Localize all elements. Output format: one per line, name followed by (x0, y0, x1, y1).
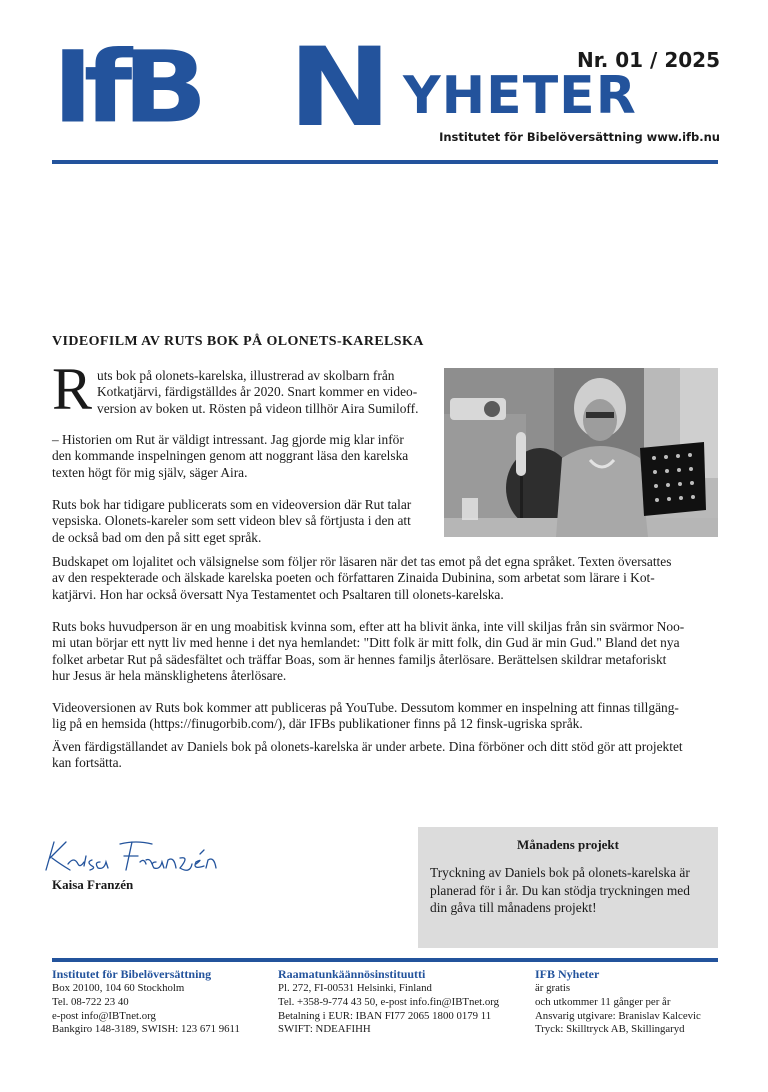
intro-line: uts bok på olonets-karelska, illustrerad av skolbarn från (97, 368, 395, 383)
story-line: folket arbetar Rut på sädesfältet och träffar Boas, som är hennes familjs återlösare. Berättelsen skildrar metaforiskt (52, 651, 667, 667)
footer-line: Bankgiro 148-3189, SWISH: 123 671 9611 (52, 1023, 240, 1036)
message-line: katjärvi. Hon har också översatt Nya Testamentet och Psaltaren till olonets-karelska. (52, 586, 504, 602)
recording-studio-image (444, 368, 718, 537)
quote-line: – Historien om Rut är väldigt intressant. Jag gjorde mig klar inför (52, 432, 404, 447)
youtube-paragraph (52, 700, 718, 733)
intro-paragraph (97, 368, 434, 417)
footer-line: SWIFT: NDEAFIHH (278, 1023, 371, 1036)
video-line: vepsiska. Olonets-kareler som sett videon blev så förtjusta i den att (52, 513, 411, 529)
footer-rule (52, 958, 718, 962)
footer-line: e-post info@IBTnet.org (52, 1009, 156, 1022)
video-line: de också bad om den på sitt eget språk. (52, 529, 262, 545)
footer-line: Tel. 08-722 23 40 (52, 995, 129, 1008)
message-paragraph (52, 554, 718, 603)
footer-line: Tryck: Skilltryck AB, Skillingaryd (535, 1023, 685, 1036)
masthead-rule (52, 160, 718, 164)
footer-col-newsletter (535, 967, 735, 1037)
youtube-line: lig på en hemsida (https://finugorbib.com/), där IFBs publikationer finns på 12 finsk-ugriska språk. (52, 716, 583, 732)
video-paragraph (52, 497, 434, 546)
nyheter-logo-text: YHETER (403, 66, 637, 126)
project-line: planerad för i år. Du kan stödja tryckningen med (430, 882, 690, 898)
footer-line: Box 20100, 104 60 Stockholm (52, 982, 185, 994)
quote-line: den kommande inspelningen genom att noggrant läsa den karelska (52, 448, 409, 464)
narrator-photo (444, 368, 718, 537)
monthly-project-box (418, 827, 718, 948)
youtube-line: Videoversionen av Ruts bok kommer att publiceras på YouTube. Dessutom kommer en inspelning att finnas tillgäng- (52, 700, 679, 715)
footer-line: Betalning i EUR: IBAN FI77 2065 1800 0179 11 (278, 1009, 492, 1022)
story-line: hur Jesus är hela mänsklighetens återlösare. (52, 668, 287, 684)
signature-name: Kaisa Franzén (52, 877, 134, 892)
footer-heading: Raamatunkäännösinstituutti (278, 967, 426, 981)
message-line: av den respekterade och älskade karelska poeten och författaren Zinaida Dubinina, som arbetat som lärare i Kot- (52, 570, 655, 586)
quote-line: texten högt för mig själv, säger Aira. (52, 464, 248, 480)
footer-heading: IFB Nyheter (535, 967, 600, 981)
nyheter-logo-n: N (288, 24, 392, 152)
story-line: Ruts boks huvudperson är en ung moabitisk kvinna som, efter att ha blivit änka, inte vill skiljas från sin svärmor Noo- (52, 619, 685, 634)
footer-line: är gratis (535, 982, 571, 994)
ifb-logo: IfB (52, 30, 198, 146)
monthly-project-text (430, 864, 714, 917)
footer-heading: Institutet för Bibelöversättning (52, 967, 212, 981)
intro-line: Kotkatjärvi, färdigställdes år 2020. Snart kommer en video- (97, 384, 418, 400)
masthead-tagline: Institutet för Bibelöversättning www.ifb.nu (439, 130, 720, 144)
footer-line: Ansvarig utgivare: Branislav Kalcevic (535, 1009, 701, 1022)
story-paragraph (52, 619, 718, 685)
project-line: din gåva till månadens projekt! (430, 900, 597, 916)
message-line: Budskapet om lojalitet och välsignelse som följer rör läsaren när det tas emot på det egna språket. Texten översattes (52, 554, 672, 569)
footer-line: Pl. 272, FI-00531 Helsinki, Finland (278, 982, 432, 994)
project-line: Tryckning av Daniels bok på olonets-karelska är (430, 865, 690, 880)
closing-line: kan fortsätta. (52, 755, 122, 771)
closing-line: Även färdigställandet av Daniels bok på olonets-karelska är under arbete. Dina förböner och ditt stöd gör att projektet (52, 739, 683, 754)
footer-col-sweden (52, 967, 272, 1037)
intro-line: version av boken ut. Rösten på videon tillhör Aira Sumiloff. (97, 400, 419, 416)
video-line: Ruts bok har tidigare publicerats som en videoversion där Rut talar (52, 497, 412, 512)
quote-paragraph (52, 432, 434, 481)
footer-line: Tel. +358-9-774 43 50, e-post info.fin@IBTnet.org (278, 995, 500, 1008)
article-headline: VIDEOFILM AV RUTS BOK PÅ OLONETS-KARELSKA (52, 334, 424, 349)
issue-number: Nr. 01 / 2025 (576, 48, 720, 72)
footer-line: och utkommer 11 gånger per år (535, 995, 671, 1008)
handwritten-signature (40, 834, 220, 880)
monthly-project-title: Månadens projekt (517, 837, 619, 852)
drop-cap: R (52, 356, 93, 422)
closing-paragraph (52, 739, 718, 772)
story-line: mi utan börjar ett nytt liv med henne i det nya hemlandet: "Ditt folk är mitt folk, din Gud är min Gud." Bland det nya (52, 635, 680, 651)
footer-col-finland (278, 967, 528, 1037)
